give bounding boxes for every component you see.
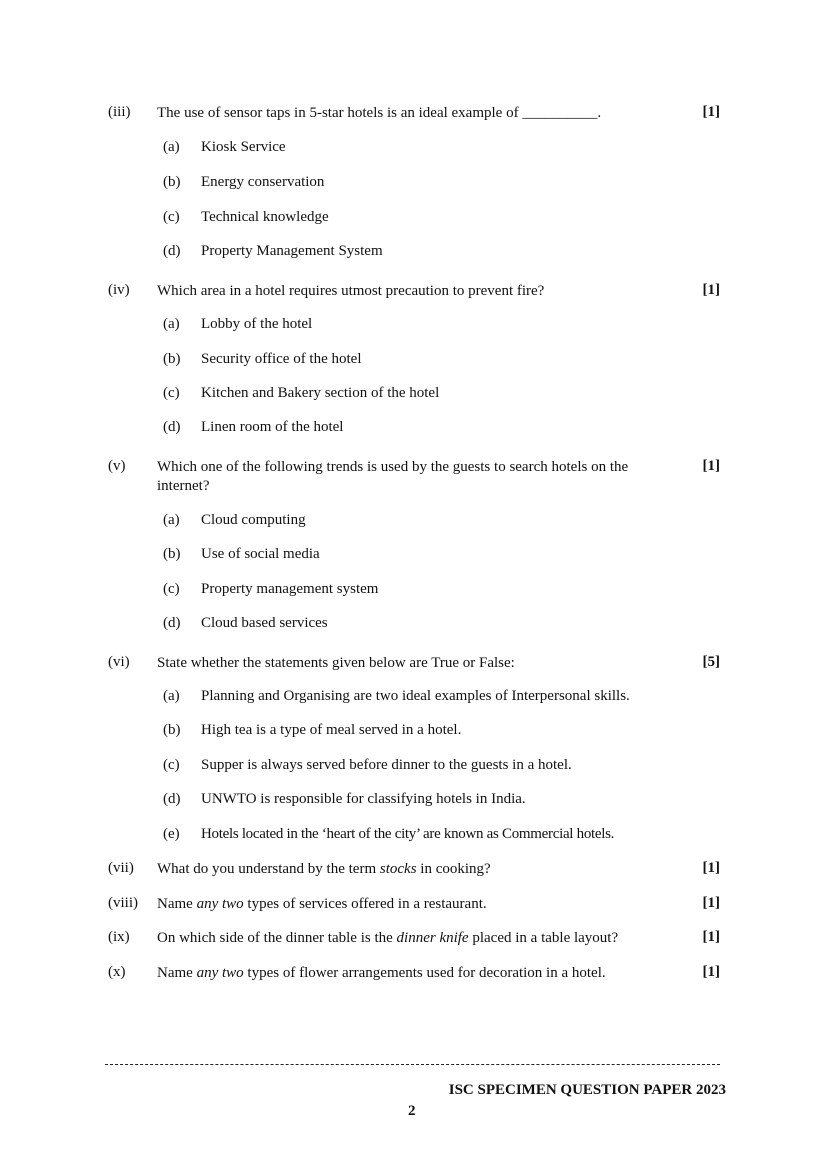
option-label: (a): [163, 139, 180, 155]
emphasis-term: any two: [196, 896, 244, 912]
option-label: (a): [163, 688, 180, 704]
option-label: (b): [163, 722, 181, 738]
option-label: (d): [163, 243, 181, 259]
marks-label: [1]: [702, 104, 720, 120]
option-label: (d): [163, 615, 181, 631]
emphasis-term: any two: [196, 965, 244, 981]
question-text: Which area in a hotel requires utmost precaution to prevent fire?: [157, 283, 545, 299]
option-text: UNWTO is responsible for classifying hotels in India.: [201, 791, 526, 807]
option-label: (a): [163, 316, 180, 332]
option-label: (a): [163, 512, 180, 528]
question-number: (vii): [108, 860, 134, 876]
marks-label: [1]: [702, 860, 720, 876]
option-text: Property management system: [201, 581, 379, 597]
question-number: (vi): [108, 654, 130, 670]
option-text: Hotels located in the ‘heart of the city’ are known as Commercial hotels.: [201, 826, 615, 842]
option-text: High tea is a type of meal served in a hotel.: [201, 722, 462, 738]
option-label: (c): [163, 757, 180, 773]
option-text: Cloud based services: [201, 615, 328, 631]
question-number: (x): [108, 964, 126, 980]
marks-label: [1]: [702, 458, 720, 474]
marks-label: [1]: [702, 282, 720, 298]
option-label: (b): [163, 351, 181, 367]
emphasis-term: stocks: [379, 861, 417, 877]
emphasis-term: dinner knife: [396, 930, 469, 946]
question-number: (ix): [108, 929, 130, 945]
question-text-end: types of flower arrangements used for decoration in a hotel.: [243, 965, 606, 981]
question-number: (iv): [108, 282, 130, 298]
question-text: [157, 895, 682, 914]
option-text: Technical knowledge: [201, 209, 329, 225]
question-text: The use of sensor taps in 5-star hotels is an ideal example of __________.: [157, 105, 602, 121]
option-label: (b): [163, 174, 181, 190]
marks-label: [1]: [702, 929, 720, 945]
question-text: [157, 929, 697, 948]
option-label: (c): [163, 209, 180, 225]
question-text: [157, 860, 682, 879]
question-text: [157, 964, 697, 983]
option-text: Property Management System: [201, 243, 383, 259]
page-number: 2: [408, 1103, 416, 1119]
question-text-start: Name: [157, 896, 197, 912]
question-text-end: types of services offered in a restaurant.: [243, 896, 487, 912]
option-label: (e): [163, 826, 180, 842]
option-label: (d): [163, 419, 181, 435]
question-text-start: Name: [157, 965, 197, 981]
question-number: (iii): [108, 104, 131, 120]
option-label: (c): [163, 581, 180, 597]
question-text: State whether the statements given below are True or False:: [157, 655, 515, 671]
footer-divider: [105, 1064, 720, 1065]
question-number: (v): [108, 458, 126, 474]
question-text: Which one of the following trends is used by the guests to search hotels on the internet?: [157, 459, 629, 494]
option-label: (b): [163, 546, 181, 562]
question-text-start: What do you understand by the term: [157, 861, 380, 877]
question-number: (viii): [108, 895, 138, 911]
option-text: Use of social media: [201, 546, 320, 562]
option-text: Linen room of the hotel: [201, 419, 344, 435]
marks-label: [5]: [702, 654, 720, 670]
option-label: (c): [163, 385, 180, 401]
option-label: (d): [163, 791, 181, 807]
option-text: Energy conservation: [201, 174, 325, 190]
option-text: Planning and Organising are two ideal examples of Interpersonal skills.: [201, 688, 630, 704]
marks-label: [1]: [702, 964, 720, 980]
option-text: Security office of the hotel: [201, 351, 362, 367]
question-text-end: in cooking?: [416, 861, 491, 877]
option-text: Supper is always served before dinner to the guests in a hotel.: [201, 757, 572, 773]
marks-label: [1]: [702, 895, 720, 911]
footer-title: ISC SPECIMEN QUESTION PAPER 2023: [448, 1082, 726, 1098]
option-text: Kiosk Service: [201, 139, 286, 155]
option-text: Cloud computing: [201, 512, 306, 528]
question-text-end: placed in a table layout?: [468, 930, 619, 946]
option-text: Lobby of the hotel: [201, 316, 313, 332]
option-text: Kitchen and Bakery section of the hotel: [201, 385, 440, 401]
question-text-start: On which side of the dinner table is the: [157, 930, 397, 946]
